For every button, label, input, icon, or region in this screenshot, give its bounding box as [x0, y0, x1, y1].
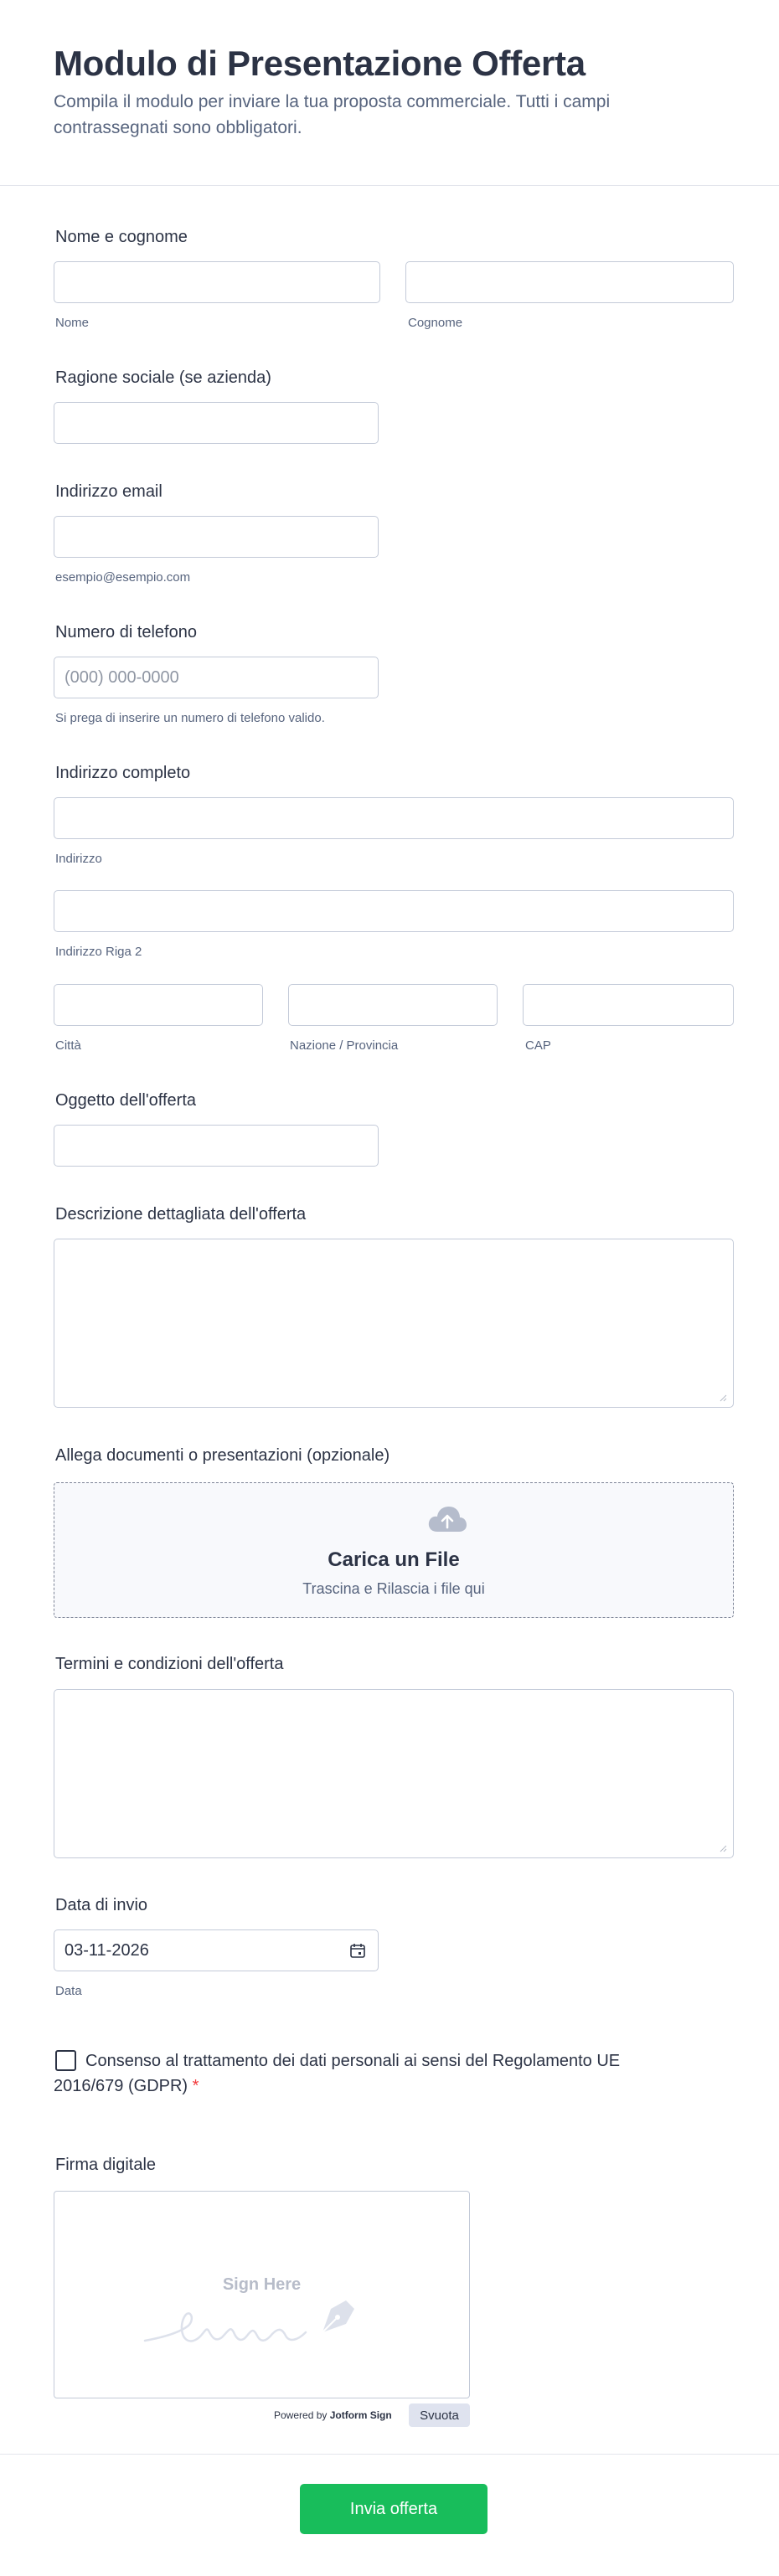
subject-label: Oggetto dell'offerta [55, 1091, 197, 1110]
file-upload-dropzone[interactable] [54, 1482, 734, 1618]
state-sublabel: Nazione / Provincia [290, 1038, 399, 1053]
signature-pad[interactable] [54, 2191, 470, 2398]
consent-label: Consenso al trattamento dei dati personali ai sensi del Regolamento UE 2016/679 (GDPR) [54, 2052, 621, 2095]
phone-input[interactable] [54, 657, 379, 698]
description-textarea[interactable] [54, 1239, 734, 1408]
form-subtitle: Compila il modulo per inviare la tua proposta commerciale. Tutti i campi contrassegnati sono obbligatori. [54, 92, 611, 137]
upload-title: Carica un File [328, 1548, 460, 1571]
date-sublabel: Data [55, 1984, 82, 1998]
resize-grip-icon[interactable] [719, 1394, 727, 1402]
pen-nib-icon [322, 2300, 354, 2332]
first-name-sublabel: Nome [55, 316, 90, 330]
last-name-input[interactable] [405, 261, 734, 303]
cloud-upload-icon [426, 1503, 468, 1537]
state-input[interactable] [288, 984, 498, 1026]
resize-grip-icon[interactable] [719, 1844, 727, 1852]
company-label: Ragione sociale (se azienda) [55, 368, 271, 387]
full-name-label: Nome e cognome [55, 228, 188, 246]
date-label: Data di invio [55, 1896, 148, 1914]
description-label: Descrizione dettagliata dell'offerta [55, 1205, 307, 1224]
address-line2-sublabel: Indirizzo Riga 2 [55, 945, 142, 959]
consent-text[interactable] [54, 2048, 690, 2099]
phone-sublabel: Si prega di inserire un numero di telefono valido. [55, 711, 325, 725]
calendar-icon[interactable] [349, 1942, 366, 1959]
address-line1-input[interactable] [54, 797, 734, 839]
date-value: 03-11-2026 [64, 1941, 149, 1960]
signature-placeholder: Sign Here [222, 2275, 302, 2294]
email-input[interactable] [54, 516, 379, 558]
zip-sublabel: CAP [525, 1038, 551, 1053]
last-name-sublabel: Cognome [408, 316, 463, 330]
first-name-input[interactable] [54, 261, 380, 303]
powered-prefix: Powered by [274, 2409, 328, 2421]
company-input[interactable] [54, 402, 379, 444]
form-title: Modulo di Presentazione Offerta [54, 44, 586, 83]
terms-label: Termini e condizioni dell'offerta [55, 1655, 284, 1673]
powered-by [274, 2409, 392, 2421]
email-sublabel: esempio@esempio.com [55, 570, 191, 585]
clear-signature-button[interactable]: Svuota [409, 2403, 470, 2427]
powered-brand: Jotform Sign [329, 2409, 392, 2421]
form-header [0, 0, 779, 186]
subject-input[interactable] [54, 1125, 379, 1167]
zip-input[interactable] [523, 984, 734, 1026]
terms-textarea[interactable] [54, 1689, 734, 1858]
address-line2-input[interactable] [54, 890, 734, 932]
date-input[interactable] [54, 1929, 379, 1971]
email-label: Indirizzo email [55, 482, 163, 501]
city-input[interactable] [54, 984, 263, 1026]
city-sublabel: Città [55, 1038, 81, 1053]
submit-button[interactable]: Invia offerta [300, 2484, 488, 2534]
upload-hint: Trascina e Rilascia i file qui [302, 1580, 485, 1597]
footer-divider [0, 2454, 779, 2455]
address-line1-sublabel: Indirizzo [55, 852, 102, 866]
address-label: Indirizzo completo [55, 764, 191, 782]
attachments-label: Allega documenti o presentazioni (opzionale) [55, 1446, 390, 1465]
phone-label: Numero di telefono [55, 623, 197, 641]
required-asterisk: * [192, 2077, 199, 2095]
signature-label: Firma digitale [55, 2156, 157, 2174]
